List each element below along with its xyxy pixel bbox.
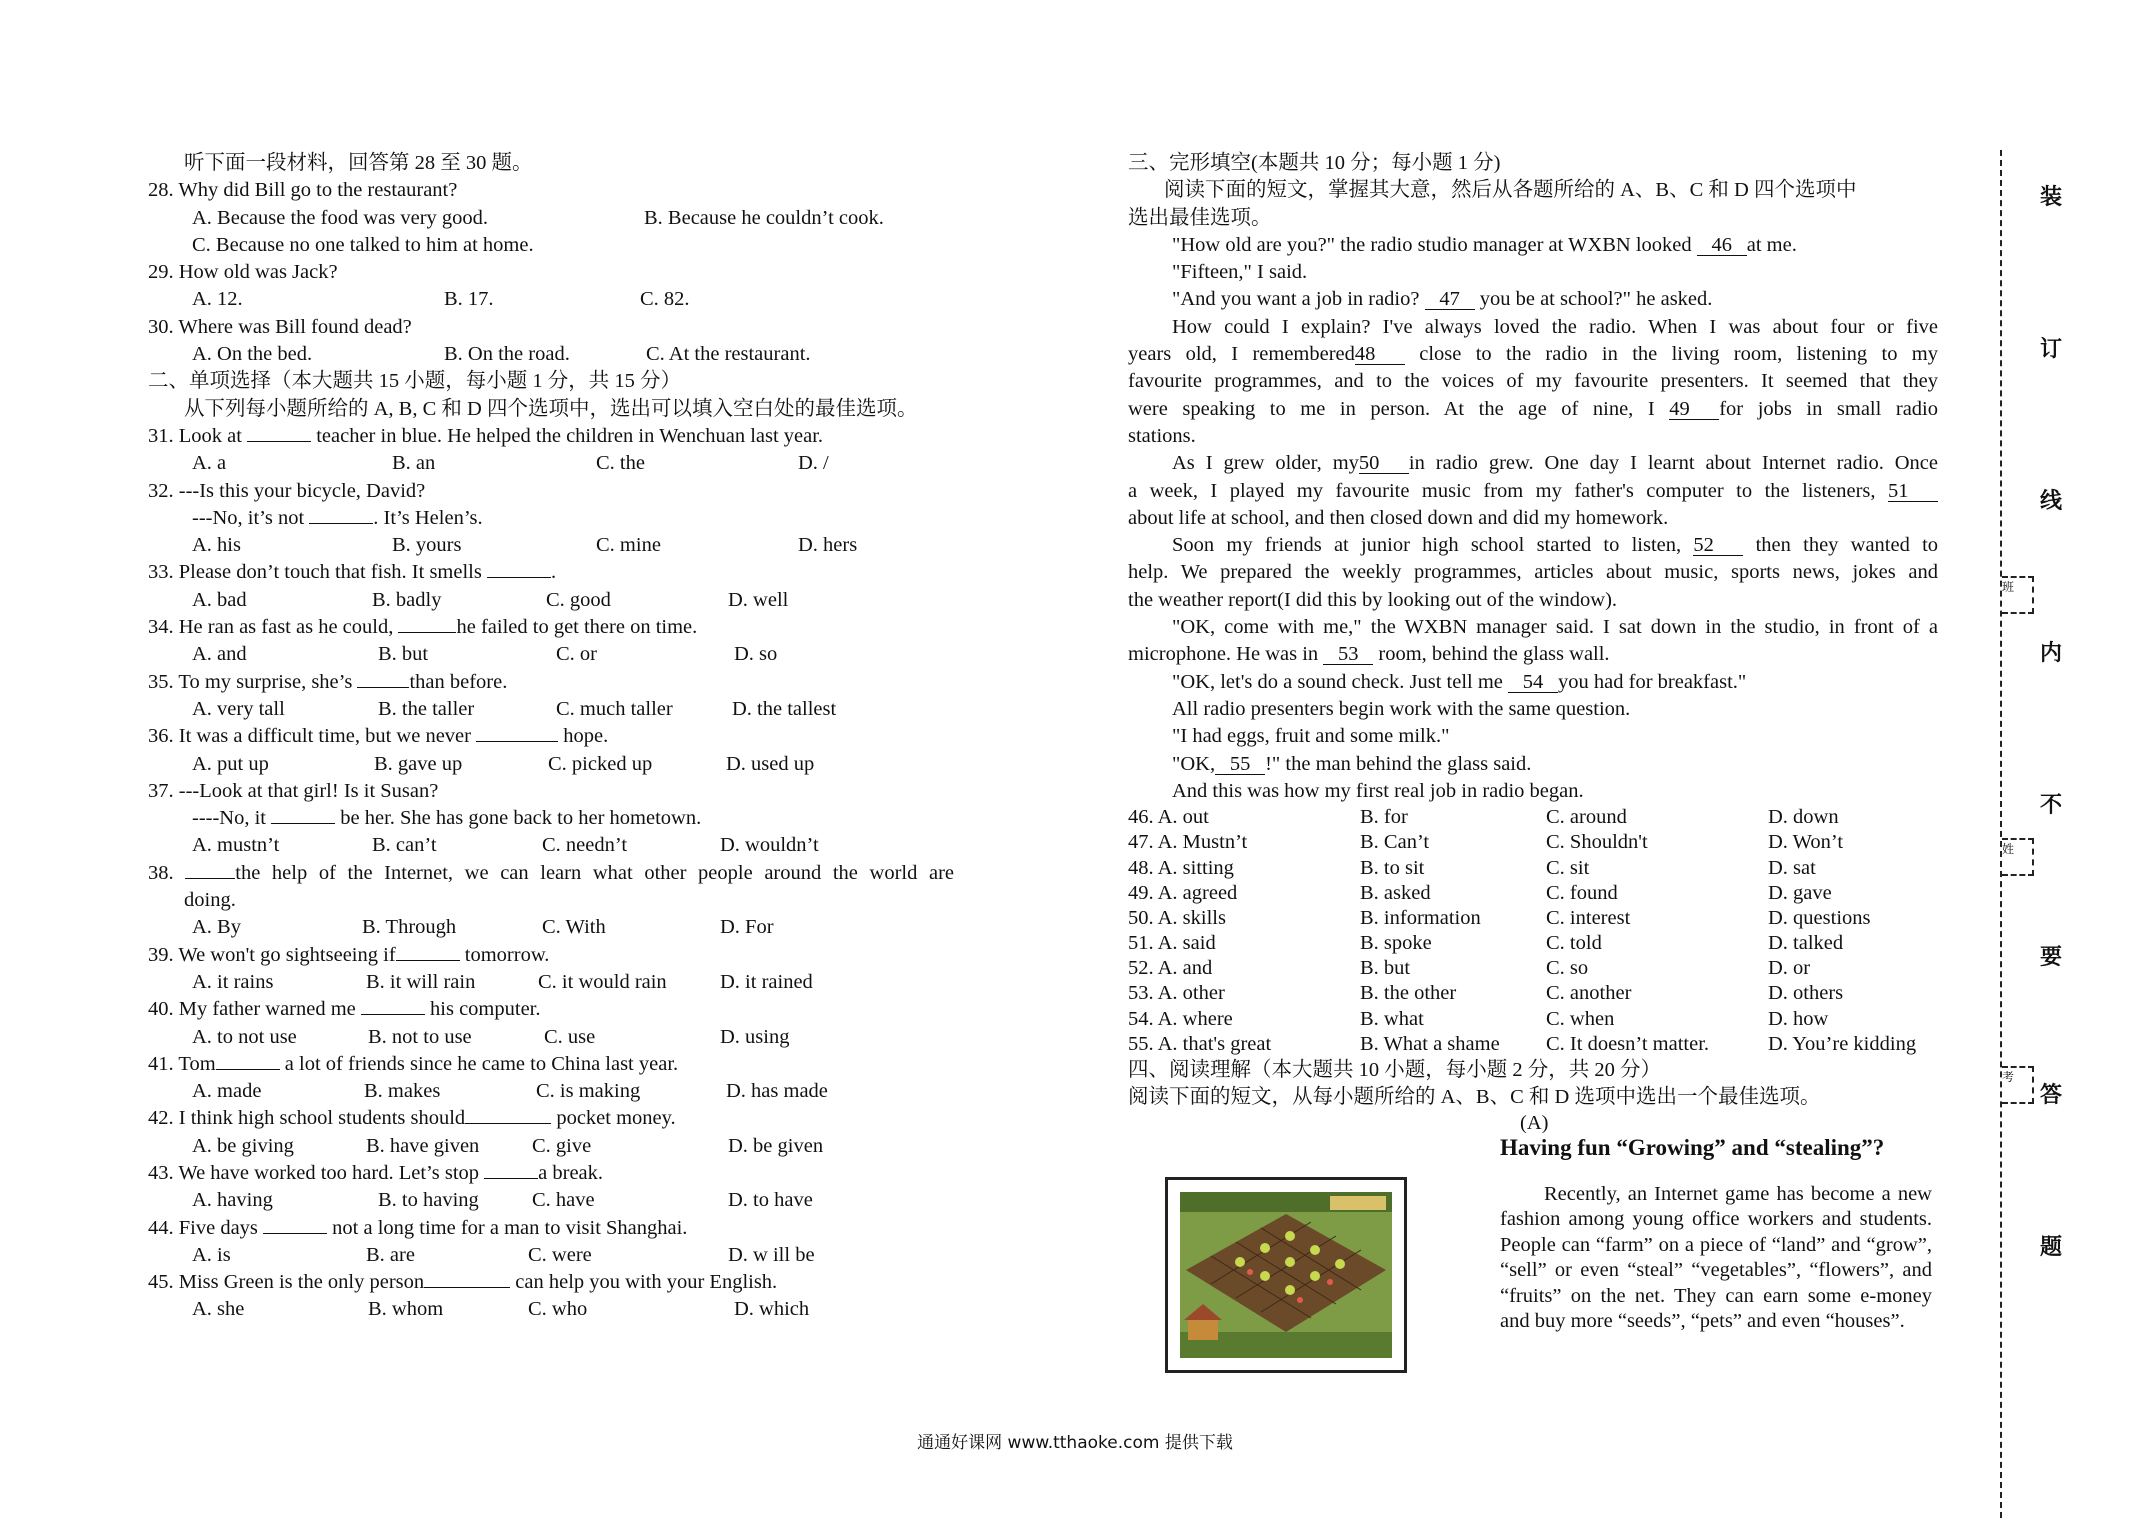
- cloze-option-52-d: D. or: [1768, 957, 1811, 980]
- q33-option-b: B. badly: [372, 588, 442, 611]
- cloze-option-52-c: C. so: [1546, 957, 1589, 980]
- blank-46: 46: [1697, 235, 1747, 256]
- passage-a-text: Recently, an Internet game has become a new fashion among young office workers and students. People can “farm” on a piece of “land” and “grow”, “sell” or even “steal” “vegetables”, “flowers”, and “fruits” on the net. They can earn some e-money and buy more “seeds”, “pets” and even “houses”.: [1500, 1183, 1932, 1333]
- q37-option-a: A. mustn’t: [192, 834, 280, 857]
- q44-option-b: B. are: [366, 1243, 415, 1266]
- q36-stem: 36. It was a difficult time, but we never hope.: [148, 725, 609, 748]
- cloze-option-48-b: B. to sit: [1360, 856, 1425, 879]
- q45-option-d: D. which: [734, 1298, 810, 1321]
- q33-options: [148, 587, 958, 614]
- q37-stem-2: ----No, it be her. She has gone back to her hometown.: [192, 807, 702, 830]
- q44-option-c: C. were: [528, 1243, 592, 1266]
- cloze-option-row: [1128, 956, 1938, 981]
- cloze-para-7-line-1: "OK, come with me," the WXBN manager said. I sat down in the studio, in front of a: [1172, 616, 1938, 639]
- left-column: [148, 150, 958, 1324]
- q32-stem: 32. ---Is this your bicycle, David?: [148, 479, 426, 502]
- q32-option-d: D. hers: [798, 534, 858, 557]
- q34-options: [148, 641, 958, 668]
- cloze-option-row: [1128, 931, 1938, 956]
- q40-option-b: B. not to use: [368, 1025, 472, 1048]
- q31-blank: [247, 441, 311, 442]
- q43-option-c: C. have: [532, 1189, 595, 1212]
- q41-option-c: C. is making: [536, 1080, 641, 1103]
- footer-source: 通通好课网 www.tthaoke.com 提供下载: [917, 1433, 1233, 1453]
- cloze-option-47-c: C. Shouldn't: [1546, 831, 1648, 854]
- blank-49: 49: [1669, 399, 1719, 420]
- cloze-option-52-b: B. but: [1360, 957, 1411, 980]
- q32-option-c: C. mine: [596, 534, 661, 557]
- cloze-option-53-c: C. another: [1546, 982, 1632, 1005]
- q44-option-d: D. w ill be: [728, 1243, 815, 1266]
- cloze-option-47-d: D. Won’t: [1768, 831, 1844, 854]
- q30-options: [148, 341, 958, 368]
- q36-options: [148, 751, 958, 778]
- q45-options: [148, 1296, 958, 1323]
- cloze-option-row: [1128, 830, 1938, 855]
- q32-option-a: A. his: [192, 534, 241, 557]
- cloze-option-row: [1128, 906, 1938, 931]
- binding-note-char-8: 题: [2040, 1235, 2063, 1260]
- cloze-option-53-a: 53. A. other: [1128, 982, 1225, 1005]
- q32-option-b: B. yours: [392, 534, 462, 557]
- blank-48: 48: [1355, 344, 1405, 365]
- q30-option-c: C. At the restaurant.: [646, 343, 811, 366]
- binding-note-char-4: 内: [2040, 641, 2063, 666]
- cloze-option-46-b: B. for: [1360, 806, 1408, 829]
- q31-option-c: C. the: [596, 452, 645, 475]
- q37-stem: 37. ---Look at that girl! Is it Susan?: [148, 779, 439, 802]
- q34-stem: 34. He ran as fast as he could, he failed to get there on time.: [148, 616, 698, 639]
- cloze-para-4-line-2: years old, I remembered48 close to the radio in the living room, listening to my: [1128, 343, 1938, 366]
- q32-options: [148, 532, 958, 559]
- cloze-option-row: [1128, 856, 1938, 881]
- q37-option-c: C. needn’t: [542, 834, 628, 857]
- cloze-para-4-line-1: How could I explain? I've always loved the radio. When I was about four or five: [1172, 315, 1938, 338]
- section3-instructions-2: 选出最佳选项。: [1128, 206, 1272, 229]
- q43-option-b: B. to having: [378, 1189, 479, 1212]
- q43-option-a: A. having: [192, 1189, 273, 1212]
- q36-option-d: D. used up: [726, 752, 815, 775]
- blank-54: 54: [1508, 672, 1558, 693]
- q35-option-a: A. very tall: [192, 697, 285, 720]
- q45-option-b: B. whom: [368, 1298, 444, 1321]
- q28-option-b: B. Because he couldn’t cook.: [644, 206, 884, 229]
- cloze-option-55-b: B. What a shame: [1360, 1032, 1500, 1055]
- cloze-option-48-d: D. sat: [1768, 856, 1816, 879]
- q34-option-c: C. or: [556, 643, 597, 666]
- q44-blank: [263, 1233, 327, 1234]
- q38-stem-2: doing.: [184, 889, 236, 912]
- binding-field-name: 姓: [2002, 838, 2034, 876]
- cloze-para-4-line-3: favourite programmes, and to the voices of my favourite presenters. It seemed that they: [1128, 370, 1938, 393]
- q42-option-d: D. be given: [728, 1134, 824, 1157]
- blank-53: 53: [1323, 644, 1373, 665]
- q34-option-a: A. and: [192, 643, 247, 666]
- cloze-option-52-a: 52. A. and: [1128, 957, 1213, 980]
- cloze-option-48-a: 48. A. sitting: [1128, 856, 1234, 879]
- blank-52: 52: [1693, 535, 1743, 556]
- cloze-option-54-b: B. what: [1360, 1007, 1424, 1030]
- cloze-para-3: "And you want a job in radio? 47 you be at school?" he asked.: [1172, 288, 1713, 311]
- q33-option-a: A. bad: [192, 588, 247, 611]
- cloze-option-49-a: 49. A. agreed: [1128, 881, 1238, 904]
- q39-option-b: B. it will rain: [366, 970, 476, 993]
- q31-option-b: B. an: [392, 452, 436, 475]
- q38-option-a: A. By: [192, 916, 241, 939]
- listening-intro: 听下面一段材料，回答第 28 至 30 题。: [184, 152, 533, 174]
- binding-note-char-7: 答: [2040, 1083, 2063, 1108]
- q35-stem: 35. To my surprise, she’s than before.: [148, 670, 508, 693]
- cloze-para-10: "I had eggs, fruit and some milk.": [1172, 725, 1450, 748]
- q30-option-a: A. On the bed.: [192, 343, 313, 366]
- q35-option-c: C. much taller: [556, 697, 673, 720]
- q29-option-a: A. 12.: [192, 288, 243, 311]
- cloze-para-6-line-3: the weather report(I did this by looking out of the window).: [1128, 588, 1618, 611]
- q28-option-c: C. Because no one talked to him at home.: [192, 233, 534, 256]
- q44-option-a: A. is: [192, 1243, 231, 1266]
- cloze-option-55-c: C. It doesn’t matter.: [1546, 1032, 1710, 1055]
- q30-stem: 30. Where was Bill found dead?: [148, 315, 412, 338]
- q40-option-a: A. to not use: [192, 1025, 297, 1048]
- cloze-para-9: All radio presenters begin work with the same question.: [1172, 697, 1631, 720]
- q33-option-d: D. well: [728, 588, 789, 611]
- q39-stem: 39. We won't go sightseeing if tomorrow.: [148, 943, 550, 966]
- passage-title: Having fun “Growing” and “stealing”?: [1500, 1134, 1885, 1160]
- q42-blank: [465, 1123, 551, 1124]
- cloze-para-4-line-5: stations.: [1128, 424, 1196, 447]
- cloze-option-53-d: D. others: [1768, 982, 1844, 1005]
- q44-stem: 44. Five days not a long time for a man to visit Shanghai.: [148, 1216, 688, 1239]
- cloze-option-48-c: C. sit: [1546, 856, 1590, 879]
- cloze-option-54-d: D. how: [1768, 1007, 1829, 1030]
- cloze-para-12: And this was how my first real job in radio began.: [1172, 779, 1584, 802]
- q38-option-b: B. Through: [362, 916, 457, 939]
- q36-option-c: C. picked up: [548, 752, 653, 775]
- q39-option-d: D. it rained: [720, 970, 813, 993]
- q29-option-b: B. 17.: [444, 288, 494, 311]
- cloze-option-51-d: D. talked: [1768, 932, 1844, 955]
- q39-option-c: C. it would rain: [538, 970, 667, 993]
- q42-stem: 42. I think high school students should pocket money.: [148, 1107, 676, 1130]
- cloze-option-51-a: 51. A. said: [1128, 932, 1216, 955]
- blank-51: 51: [1888, 481, 1938, 502]
- cloze-para-2: "Fifteen," I said.: [1172, 261, 1308, 284]
- cloze-para-5-line-3: about life at school, and then closed down and did my homework.: [1128, 506, 1669, 529]
- q28-options: [148, 205, 958, 232]
- q40-stem: 40. My father warned me his computer.: [148, 998, 541, 1021]
- cloze-option-46-c: C. around: [1546, 806, 1627, 829]
- binding-note-char-1: 装: [2040, 185, 2063, 210]
- cloze-para-5-line-1: As I grew older, my50 in radio grew. One day I learnt about Internet radio. Once: [1172, 452, 1938, 475]
- q35-options: [148, 696, 958, 723]
- q39-blank: [396, 960, 460, 961]
- cloze-option-row: [1128, 1007, 1938, 1032]
- q36-option-a: A. put up: [192, 752, 269, 775]
- q45-option-a: A. she: [192, 1298, 245, 1321]
- binding-field-exam-number: 考: [2002, 1066, 2034, 1104]
- q39-options: [148, 969, 958, 996]
- q39-option-a: A. it rains: [192, 970, 274, 993]
- cloze-option-row: [1128, 1032, 1938, 1057]
- cloze-option-49-d: D. gave: [1768, 881, 1832, 904]
- q35-option-d: D. the tallest: [732, 697, 837, 720]
- farm-game-illustration: [1180, 1192, 1392, 1358]
- cloze-option-50-b: B. information: [1360, 906, 1481, 929]
- q41-stem: 41. Tom a lot of friends since he came to China last year.: [148, 1052, 679, 1075]
- farm-game-scene: [1180, 1192, 1392, 1358]
- q42-option-c: C. give: [532, 1134, 592, 1157]
- q38-blank: [185, 878, 235, 879]
- q34-option-b: B. but: [378, 643, 429, 666]
- q43-blank: [484, 1178, 538, 1179]
- section2-title: 二、单项选择（本大题共 15 小题，每小题 1 分，共 15 分）: [148, 370, 681, 393]
- q29-option-c: C. 82.: [640, 288, 690, 311]
- q38-option-c: C. With: [542, 916, 606, 939]
- q45-stem: 45. Miss Green is the only person can help you with your English.: [148, 1271, 778, 1294]
- q37-blank: [271, 823, 335, 824]
- cloze-options: [1128, 805, 1938, 1057]
- q41-blank: [216, 1069, 280, 1070]
- q43-option-d: D. to have: [728, 1189, 813, 1212]
- q40-blank: [361, 1014, 425, 1015]
- q45-blank: [424, 1287, 510, 1288]
- q28-stem: 28. Why did Bill go to the restaurant?: [148, 179, 458, 202]
- cloze-option-50-a: 50. A. skills: [1128, 906, 1226, 929]
- cloze-option-row: [1128, 981, 1938, 1006]
- q40-option-d: D. using: [720, 1025, 790, 1048]
- q36-option-b: B. gave up: [374, 752, 463, 775]
- q42-options: [148, 1133, 958, 1160]
- q31-stem: 31. Look at teacher in blue. He helped the children in Wenchuan last year.: [148, 424, 824, 447]
- q28-option-a: A. Because the food was very good.: [192, 206, 489, 229]
- cloze-option-55-d: D. You’re kidding: [1768, 1032, 1917, 1055]
- cloze-para-1: "How old are you?" the radio studio manager at WXBN looked 46 at me.: [1172, 233, 1797, 256]
- q42-option-a: A. be giving: [192, 1134, 294, 1157]
- q37-option-b: B. can’t: [372, 834, 437, 857]
- q41-option-b: B. makes: [364, 1080, 441, 1103]
- cloze-option-47-b: B. Can’t: [1360, 831, 1430, 854]
- cloze-option-55-a: 55. A. that's great: [1128, 1032, 1272, 1055]
- section4-title: 四、阅读理解（本大题共 10 小题，每小题 2 分，共 20 分）: [1128, 1059, 1661, 1081]
- cloze-option-49-b: B. asked: [1360, 881, 1431, 904]
- blank-50: 50: [1359, 453, 1409, 474]
- binding-field-class: 班: [2002, 576, 2034, 614]
- q41-option-a: A. made: [192, 1080, 262, 1103]
- q35-blank: [357, 687, 409, 688]
- section3-title: 三、完形填空(本题共 10 分；每小题 1 分): [1128, 152, 1501, 174]
- cloze-option-51-b: B. spoke: [1360, 932, 1432, 955]
- passage-label: (A): [1520, 1111, 1549, 1134]
- q40-option-c: C. use: [544, 1025, 596, 1048]
- blank-47: 47: [1425, 289, 1475, 310]
- cloze-option-54-c: C. when: [1546, 1007, 1615, 1030]
- q43-options: [148, 1187, 958, 1214]
- cloze-para-4-line-4: were speaking to me in person. At the age of nine, I 49 for jobs in small radio: [1128, 397, 1938, 420]
- q31-option-d: D. /: [798, 452, 829, 475]
- right-column: [1128, 150, 1938, 1161]
- q37-options: [148, 832, 958, 859]
- q36-blank: [476, 741, 558, 742]
- cloze-para-6-line-1: Soon my friends at junior high school started to listen, 52 then they wanted to: [1172, 534, 1939, 557]
- cloze-option-row: [1128, 805, 1938, 830]
- q40-options: [148, 1024, 958, 1051]
- cloze-para-6-line-2: help. We prepared the weekly programmes, articles about music, sports news, jokes and: [1128, 561, 1938, 584]
- q41-options: [148, 1078, 958, 1105]
- binding-note-char-2: 订: [2040, 337, 2063, 362]
- cloze-para-5-line-2: a week, I played my favourite music from my father's computer to the listeners, 51: [1128, 478, 1938, 505]
- cloze-para-11: "OK, 55 !" the man behind the glass said.: [1172, 752, 1532, 775]
- q31-option-a: A. a: [192, 452, 227, 475]
- q37-option-d: D. wouldn’t: [720, 834, 819, 857]
- q41-option-d: D. has made: [726, 1080, 828, 1103]
- binding-cut-line: [2000, 150, 2002, 1518]
- cloze-option-50-d: D. questions: [1768, 906, 1871, 929]
- q38-options: [148, 914, 958, 941]
- q38-stem: 38. the help of the Internet, we can learn what other people around the world are: [148, 861, 954, 884]
- section4-instructions: 阅读下面的短文，从每小题所给的 A、B、C 和 D 选项中选出一个最佳选项。: [1128, 1086, 1821, 1109]
- q31-options: [148, 450, 958, 477]
- q42-option-b: B. have given: [366, 1134, 480, 1157]
- q44-options: [148, 1242, 958, 1269]
- q30-option-b: B. On the road.: [444, 343, 570, 366]
- q33-stem: 33. Please don’t touch that fish. It smells .: [148, 561, 557, 584]
- q34-blank: [398, 632, 456, 633]
- cloze-option-54-a: 54. A. where: [1128, 1007, 1233, 1030]
- q32-stem-2: ---No, it’s not . It’s Helen’s.: [192, 506, 483, 529]
- cloze-option-46-a: 46. A. out: [1128, 806, 1209, 829]
- cloze-option-50-c: C. interest: [1546, 906, 1631, 929]
- binding-note-char-3: 线: [2040, 489, 2063, 514]
- q32-blank: [309, 523, 373, 524]
- q45-option-c: C. who: [528, 1298, 588, 1321]
- binding-note-char-6: 要: [2040, 945, 2063, 970]
- section2-instructions: 从下列每小题所给的 A, B, C 和 D 四个选项中，选出可以填入空白处的最佳选项。: [184, 397, 918, 420]
- q29-options: [148, 286, 958, 313]
- blank-55: 55: [1215, 754, 1265, 775]
- q43-stem: 43. We have worked too hard. Let’s stop a break.: [148, 1161, 604, 1184]
- q38-option-d: D. For: [720, 916, 774, 939]
- cloze-option-53-b: B. the other: [1360, 982, 1457, 1005]
- cloze-para-7-line-2: microphone. He was in 53 room, behind the glass wall.: [1128, 643, 1610, 666]
- cloze-option-51-c: C. told: [1546, 932, 1602, 955]
- farm-game-picture: [1165, 1177, 1407, 1373]
- cloze-option-row: [1128, 881, 1938, 906]
- q33-option-c: C. good: [546, 588, 611, 611]
- cloze-para-8: "OK, let's do a sound check. Just tell me 54 you had for breakfast.": [1172, 670, 1747, 693]
- q34-option-d: D. so: [734, 643, 778, 666]
- cloze-option-49-c: C. found: [1546, 881, 1618, 904]
- q35-option-b: B. the taller: [378, 697, 475, 720]
- section3-instructions: 阅读下面的短文，掌握其大意，然后从各题所给的 A、B、C 和 D 四个选项中: [1164, 179, 1857, 202]
- binding-note-char-5: 不: [2040, 793, 2063, 818]
- q29-stem: 29. How old was Jack?: [148, 261, 338, 284]
- q33-blank: [487, 577, 551, 578]
- cloze-option-47-a: 47. A. Mustn’t: [1128, 831, 1248, 854]
- cloze-option-46-d: D. down: [1768, 806, 1839, 829]
